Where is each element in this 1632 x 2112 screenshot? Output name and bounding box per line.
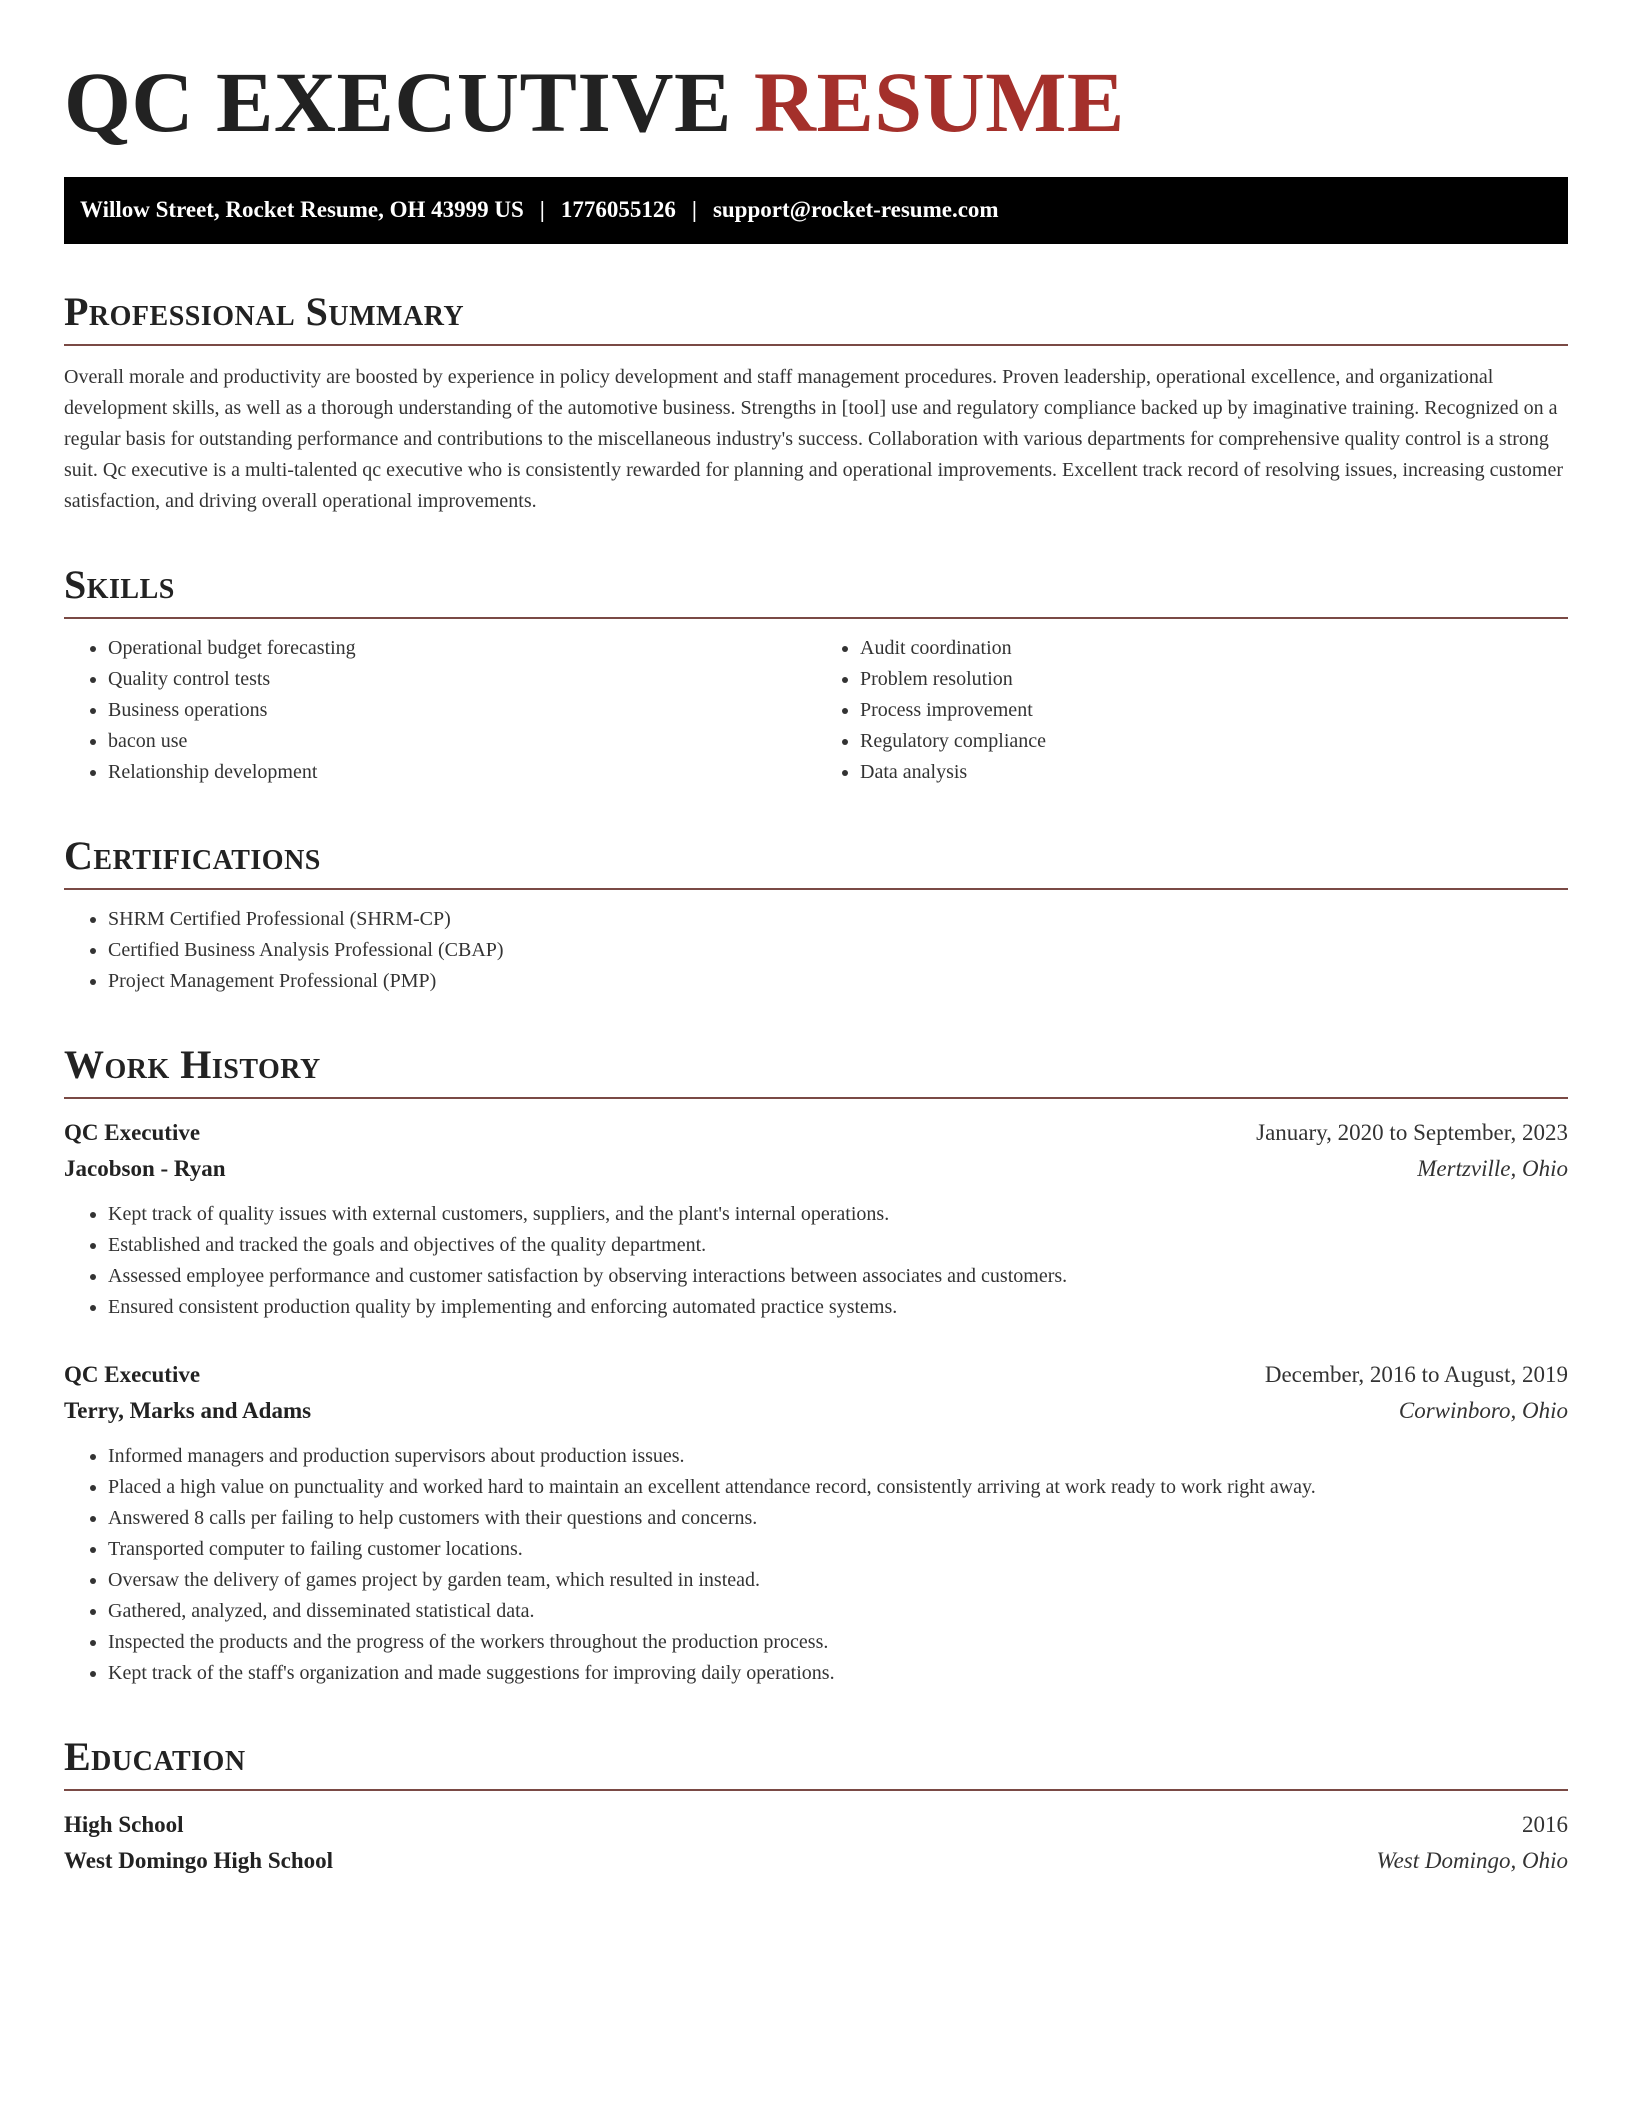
job-duty-item: • Established and tracked the goals and objectives of the quality department. [108, 1230, 1568, 1261]
section-heading-summary: Professional Summary [64, 290, 1568, 346]
job-entry [64, 1115, 1568, 1323]
job-duty-item: • Kept track of quality issues with external customers, suppliers, and the plant's internal operations. [108, 1199, 1568, 1230]
skill-item: • Operational budget forecasting [108, 633, 816, 664]
skill-item: • Problem resolution [860, 664, 1568, 695]
job-duty-item: • Gathered, analyzed, and disseminated statistical data. [108, 1596, 1568, 1627]
skill-item: • bacon use [108, 726, 816, 757]
skill-item: • Data analysis [860, 757, 1568, 788]
education-year: 2016 [1522, 1811, 1568, 1837]
skill-item: • Process improvement [860, 695, 1568, 726]
job-company-row [64, 1151, 1568, 1187]
certifications-list [64, 904, 1568, 997]
job-location: Mertzville, Ohio [1417, 1155, 1568, 1181]
job-duty-item: • Assessed employee performance and customer satisfaction by observing interactions between associates and customers. [108, 1261, 1568, 1292]
job-company-row [64, 1393, 1568, 1429]
section-heading-certifications: Certifications [64, 834, 1568, 890]
education-degree: High School [64, 1811, 184, 1837]
skills-section [64, 563, 1568, 788]
job-duty-item: • Transported computer to failing customer locations. [108, 1534, 1568, 1565]
job-header-row [64, 1115, 1568, 1151]
job-duty-item: • Placed a high value on punctuality and worked hard to maintain an excellent attendance record, consistently arriving at work ready to work right away. [108, 1472, 1568, 1503]
certification-item: • Project Management Professional (PMP) [108, 966, 1568, 997]
work-history-section [64, 1043, 1568, 1689]
education-section [64, 1735, 1568, 1879]
certifications-section [64, 834, 1568, 997]
job-duty-item: • Answered 8 calls per failing to help customers with their questions and concerns. [108, 1503, 1568, 1534]
job-duty-item: • Informed managers and production supervisors about production issues. [108, 1441, 1568, 1472]
contact-separator: | [691, 197, 697, 223]
job-company: Terry, Marks and Adams [64, 1397, 312, 1423]
job-duties-list [64, 1199, 1568, 1323]
job-title: QC Executive [64, 1119, 201, 1145]
education-school: West Domingo High School [64, 1847, 334, 1873]
skill-item: • Relationship development [108, 757, 816, 788]
education-school-row [64, 1843, 1568, 1879]
skills-grid [64, 619, 1568, 788]
job-dates: January, 2020 to September, 2023 [1256, 1119, 1568, 1145]
section-heading-work-history: Work History [64, 1043, 1568, 1099]
contact-address: Willow Street, Rocket Resume, OH 43999 US [80, 197, 524, 223]
education-entry [64, 1807, 1568, 1879]
professional-summary-section [64, 290, 1568, 517]
job-header-row [64, 1357, 1568, 1393]
contact-separator: | [539, 197, 545, 223]
skill-item: • Audit coordination [860, 633, 1568, 664]
job-duties-list [64, 1441, 1568, 1689]
job-duty-item: • Ensured consistent production quality by implementing and enforcing automated practice systems. [108, 1292, 1568, 1323]
section-heading-skills: Skills [64, 563, 1568, 619]
title-main: QC EXECUTIVE [64, 54, 732, 150]
job-location: Corwinboro, Ohio [1398, 1397, 1568, 1423]
title-accent: RESUME [753, 54, 1125, 150]
job-company: Jacobson - Ryan [64, 1155, 226, 1181]
job-duty-item: • Inspected the products and the progress of the workers throughout the production process. [108, 1627, 1568, 1658]
certification-item: • SHRM Certified Professional (SHRM-CP) [108, 904, 1568, 935]
section-heading-education: Education [64, 1735, 1568, 1791]
job-entry [64, 1357, 1568, 1689]
contact-bar [64, 177, 1568, 244]
skills-list-left [64, 633, 816, 788]
contact-phone: 1776055126 [560, 197, 676, 223]
job-duty-item: • Kept track of the staff's organization and made suggestions for improving daily operations. [108, 1658, 1568, 1689]
resume-title [64, 56, 1568, 149]
contact-email: support@rocket-resume.com [712, 197, 999, 223]
job-duty-item: • Oversaw the delivery of games project by garden team, which resulted in instead. [108, 1565, 1568, 1596]
skill-item: • Quality control tests [108, 664, 816, 695]
education-location: West Domingo, Ohio [1376, 1847, 1568, 1873]
skill-item: • Regulatory compliance [860, 726, 1568, 757]
education-header-row [64, 1807, 1568, 1843]
job-title: QC Executive [64, 1361, 201, 1387]
job-dates: December, 2016 to August, 2019 [1264, 1361, 1568, 1387]
summary-text: Overall morale and productivity are boosted by experience in policy development and staff management procedures. Proven leadership, operational excellence, and organizational development skills, as well as a thorough understanding of the automotive business. Strengths in [tool] use and regulatory compliance backed up by imaginative training. Recognized on a regular basis for outstanding performance and contributions to the miscellaneous industry's success. Collaboration with various departments for comprehensive quality control is a strong suit. Qc executive is a multi-talented qc executive who is consistently rewarded for planning and operational improvements. Excellent track record of resolving issues, increasing customer satisfaction, and driving overall operational improvements. [64, 365, 1563, 512]
skill-item: • Business operations [108, 695, 816, 726]
skills-list-right [816, 633, 1568, 788]
certification-item: • Certified Business Analysis Professional (CBAP) [108, 935, 1568, 966]
